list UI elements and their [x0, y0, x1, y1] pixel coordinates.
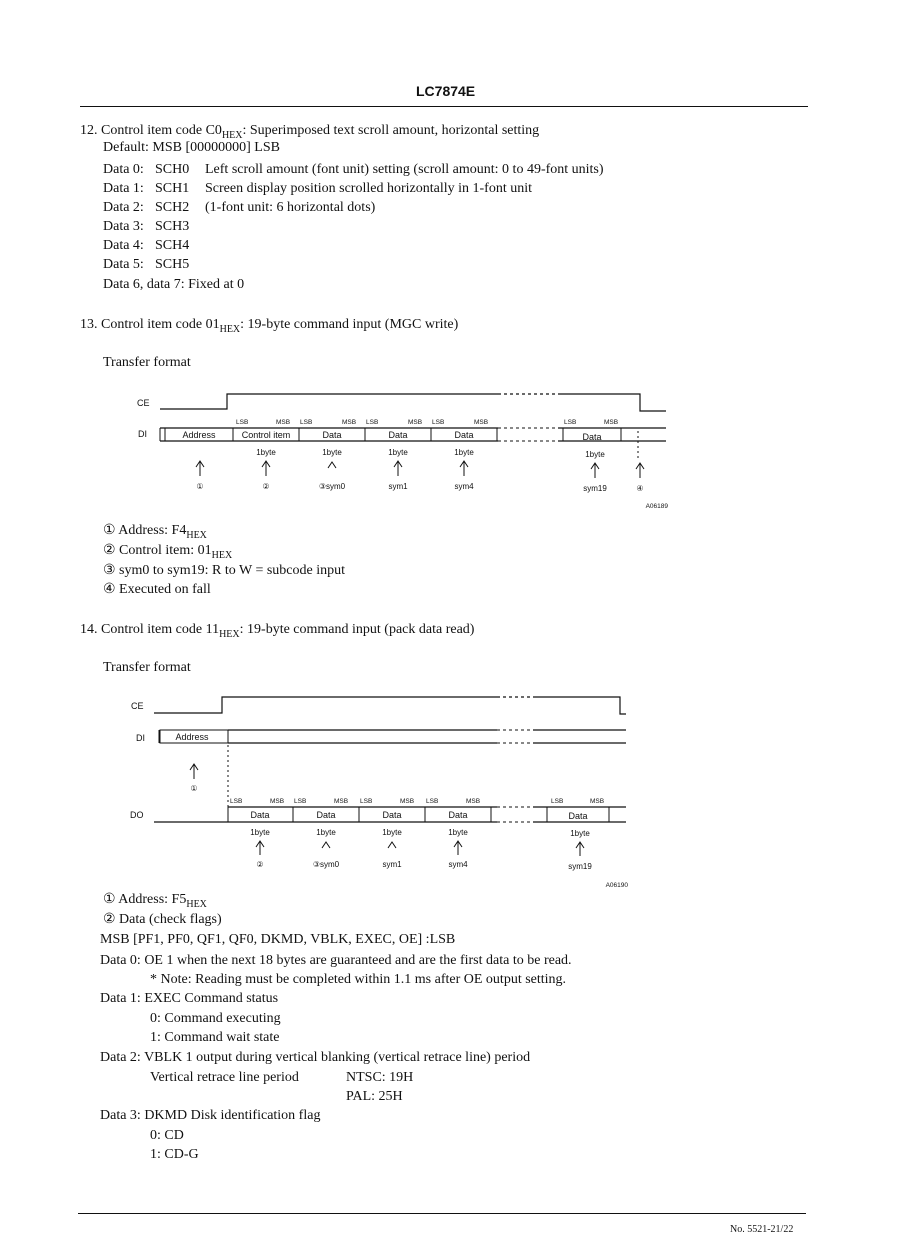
document-title: LC7874E: [416, 83, 476, 99]
marker-label: ②: [262, 482, 270, 491]
byte-label: 1byte: [454, 448, 474, 457]
box-label: Data: [322, 430, 342, 440]
msb-label: MSB: [604, 419, 619, 426]
s12-row-name: SCH3: [155, 219, 190, 234]
s12-fixed: Data 6, data 7: Fixed at 0: [103, 277, 245, 292]
s12-row-name: SCH0: [155, 162, 190, 177]
marker-label: sym4: [448, 860, 468, 869]
marker-label: ①: [196, 482, 204, 491]
arrow-icon: [256, 841, 584, 856]
figure-code: A06190: [605, 882, 628, 889]
s13-note: ② Control item: $01_{HEX}$: [103, 543, 233, 561]
di-label: DI: [136, 733, 145, 743]
s14-data3: Data 3: DKMD Disk identification flag: [100, 1108, 321, 1123]
figure-code: A06189: [645, 503, 668, 510]
s14-msb-line: MSB [PF1, PF0, QF1, QF0, DKMD, VBLK, EXEC, OE] :LSB: [100, 932, 456, 947]
s12-row-desc: Left scroll amount (font unit) setting (scroll amount: 0 to 49-font units): [205, 162, 604, 177]
section-12-heading: 12. Control item code $C0_{HEX}$: Superimposed text scroll amount, horizontal setting: [80, 123, 540, 141]
s14-ntsc: NTSC: 19H: [346, 1070, 414, 1085]
box-label: Data: [568, 811, 588, 821]
msb-label: MSB: [270, 798, 285, 805]
box-label: Data: [388, 430, 408, 440]
marker-label: sym19: [583, 484, 607, 493]
s14-note: ① Address: $F5_{HEX}$: [103, 892, 207, 910]
lsb-label: LSB: [551, 798, 564, 805]
lsb-label: LSB: [294, 798, 307, 805]
ce-signal: [154, 697, 497, 713]
lsb-label: LSB: [230, 798, 243, 805]
box-label: Data: [250, 810, 270, 820]
s14-data1: Data 1: EXEC Command status: [100, 991, 279, 1006]
s13-note: ④ Executed on fall: [103, 582, 211, 597]
s13-note: ① Address: $F4_{HEX}$: [103, 523, 207, 541]
byte-label: 1byte: [585, 450, 605, 459]
msb-label: MSB: [276, 419, 291, 426]
s14-data1-a: 0: Command executing: [150, 1011, 281, 1026]
byte-label: 1byte: [448, 828, 468, 837]
s14-data1-b: 1: Command wait state: [150, 1030, 280, 1045]
s12-row-desc: Screen display position scrolled horizontally in 1-font unit: [205, 181, 532, 196]
s12-row-label: Data 2:: [103, 200, 144, 215]
marker-label: ③sym0: [318, 482, 346, 491]
byte-label: 1byte: [250, 828, 270, 837]
s14-data0: Data 0: OE 1 when the next 18 bytes are guaranteed and are the first data to be read.: [100, 953, 572, 968]
s13-note: ③ sym0 to sym19: R to W = subcode input: [103, 563, 345, 578]
ce-label: CE: [131, 701, 144, 711]
marker-label: sym19: [568, 862, 592, 871]
s14-note: ② Data (check flags): [103, 912, 222, 927]
marker-label: sym1: [382, 860, 402, 869]
s12-row-name: SCH1: [155, 181, 190, 196]
s14-data3-b: 1: CD-G: [150, 1147, 199, 1162]
msb-label: MSB: [408, 419, 423, 426]
section-14-heading: 14. Control item code $11_{HEX}$: 19-byte command input (pack data read): [80, 622, 475, 640]
arrow-icon: [190, 764, 198, 779]
byte-label: 1byte: [256, 448, 276, 457]
s12-row-label: Data 4:: [103, 238, 144, 253]
s12-row-name: SCH2: [155, 200, 190, 215]
section-13-transfer-format: Transfer format: [103, 355, 191, 370]
msb-label: MSB: [590, 798, 605, 805]
s12-row-desc: (1-font unit: 6 horizontal dots): [205, 200, 376, 215]
s12-row-label: Data 0:: [103, 162, 144, 177]
marker-label: sym4: [454, 482, 474, 491]
s14-data2-a: Vertical retrace line period: [150, 1070, 299, 1085]
s14-data0-note: * Note: Reading must be completed within 1.1 ms after OE output setting.: [150, 972, 567, 987]
section-12-default: Default: MSB [00000000] LSB: [103, 140, 280, 155]
footer-rule: [78, 1213, 806, 1214]
lsb-label: LSB: [300, 419, 313, 426]
msb-label: MSB: [334, 798, 349, 805]
lsb-label: LSB: [366, 419, 379, 426]
marker-label: ①: [190, 784, 198, 793]
s12-row-name: SCH4: [155, 238, 190, 253]
byte-label: 1byte: [388, 448, 408, 457]
page-number: No. 5521-21/22: [730, 1224, 794, 1235]
marker-label: ④: [636, 484, 644, 493]
msb-label: MSB: [400, 798, 415, 805]
box-label: Data: [582, 432, 602, 442]
byte-label: 1byte: [382, 828, 402, 837]
box-label: Data: [454, 430, 474, 440]
s12-row-name: SCH5: [155, 257, 190, 272]
byte-label: 1byte: [316, 828, 336, 837]
lsb-label: LSB: [360, 798, 373, 805]
lsb-label: LSB: [564, 419, 577, 426]
lsb-label: LSB: [432, 419, 445, 426]
box-label: Data: [316, 810, 336, 820]
address-label: Address: [175, 732, 209, 742]
msb-label: MSB: [466, 798, 481, 805]
s12-row-label: Data 3:: [103, 219, 144, 234]
marker-label: sym1: [388, 482, 408, 491]
do-label: DO: [130, 810, 144, 820]
box-label: Data: [448, 810, 468, 820]
marker-label: ③sym0: [312, 860, 340, 869]
s14-data3-a: 0: CD: [150, 1128, 184, 1143]
box-label: Data: [382, 810, 402, 820]
ce-signal-end: [533, 697, 626, 714]
s12-row-label: Data 1:: [103, 181, 144, 196]
msb-label: MSB: [342, 419, 357, 426]
section-14-transfer-format: Transfer format: [103, 660, 191, 675]
lsb-label: LSB: [426, 798, 439, 805]
box-label: Control item: [241, 430, 291, 440]
s14-pal: PAL: 25H: [346, 1089, 403, 1104]
msb-label: MSB: [474, 419, 489, 426]
lsb-label: LSB: [236, 419, 249, 426]
ce-label: CE: [137, 398, 150, 408]
marker-label: ②: [256, 860, 264, 869]
di-label: DI: [138, 429, 147, 439]
byte-label: 1byte: [570, 829, 590, 838]
box-label: Address: [182, 430, 216, 440]
byte-label: 1byte: [322, 448, 342, 457]
s12-row-label: Data 5:: [103, 257, 144, 272]
section-13-heading: 13. Control item code $01_{HEX}$: 19-byte command input (MGC write): [80, 317, 459, 335]
s14-data2: Data 2: VBLK 1 output during vertical blanking (vertical retrace line) period: [100, 1050, 531, 1065]
